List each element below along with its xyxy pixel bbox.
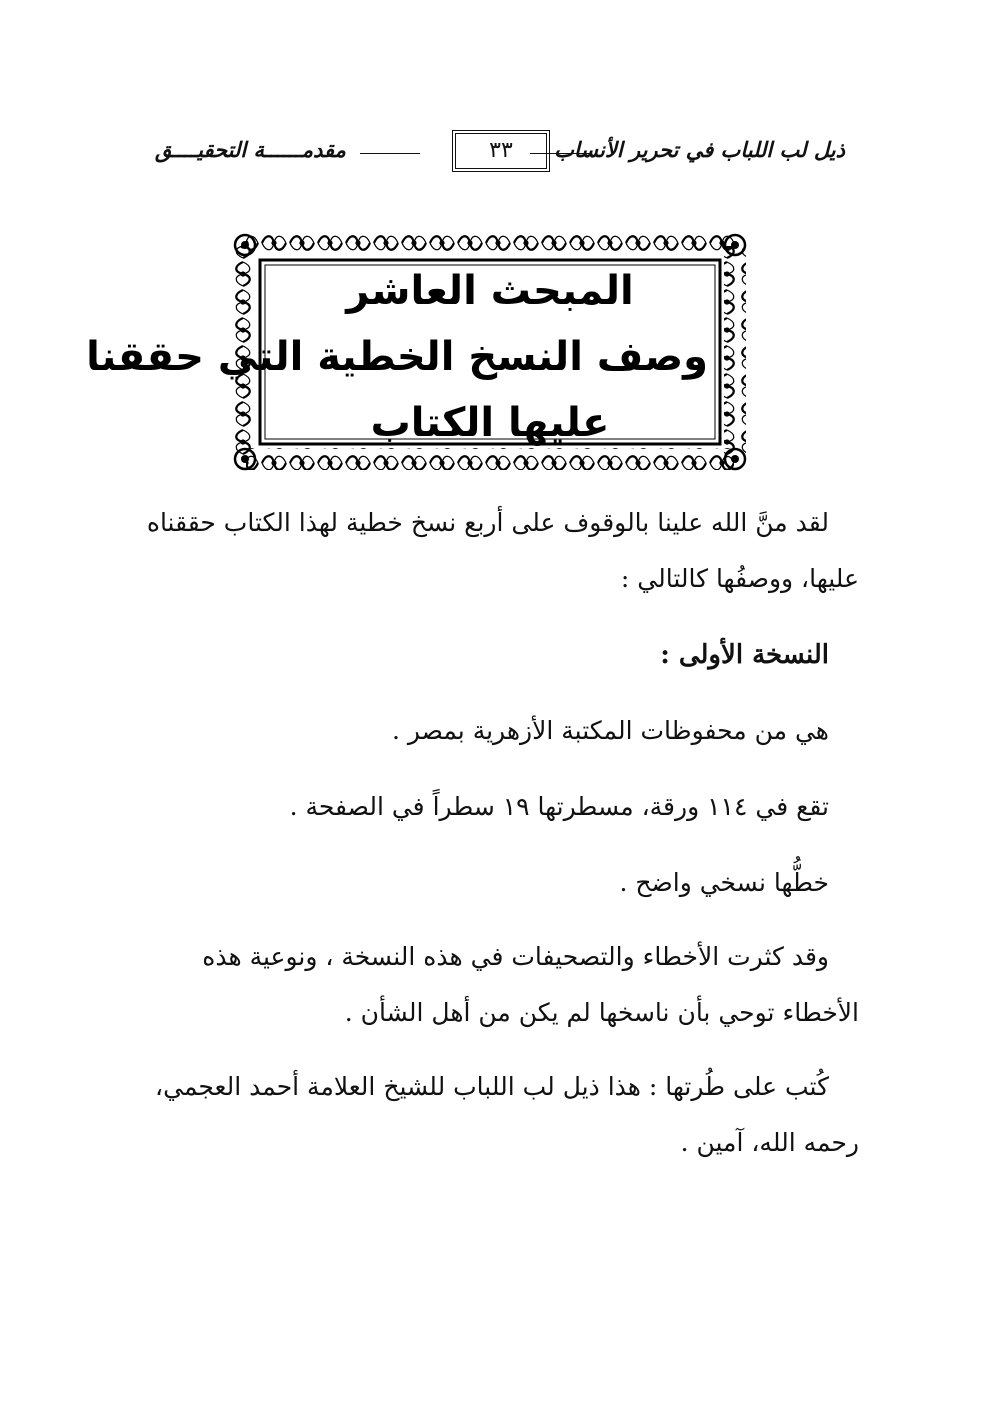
page-number: ٣٣	[455, 133, 547, 169]
first-copy-location: هي من محفوظات المكتبة الأزهرية بمصر .	[391, 716, 829, 745]
title-page-paragraph: كُتب على طُرتها : هذا ذيل لب اللباب للشيخ العلامة أحمد العجمي، رحمه الله، آمين .	[155, 1072, 859, 1157]
chapter-title-line-3: عليها الكتاب	[370, 400, 610, 446]
chapter-title-frame	[86, 232, 748, 472]
first-copy-heading: النسخة الأولى :	[660, 640, 829, 670]
header-section-title: مقدمــــــة التحقيــــق	[155, 137, 346, 162]
body-text	[135, 495, 859, 1171]
first-copy-script: خطُّها نسخي واضح .	[619, 868, 829, 897]
intro-paragraph: لقد منَّ الله علينا بالوقوف على أربع نسخ خطية لهذا الكتاب حققناه عليها، ووصفُها كالتالي :	[146, 508, 859, 593]
header-book-title: ذيل لب اللباب في تحرير الأنساب	[554, 137, 845, 162]
running-header	[155, 133, 845, 173]
errors-paragraph: وقد كثرت الأخطاء والتصحيفات في هذه النسخة ، ونوعية هذه الأخطاء توحي بأن ناسخها لم يكن من أهل الشأن .	[202, 942, 859, 1027]
chapter-title-line-2: وصف النسخ الخطية التي حققنا	[86, 334, 708, 380]
first-copy-size: تقع في ١١٤ ورقة، مسطرتها ١٩ سطراً في الصفحة .	[289, 792, 829, 821]
chapter-title-line-1: المبحث العاشر	[346, 268, 634, 314]
header-rule-left	[360, 153, 420, 154]
